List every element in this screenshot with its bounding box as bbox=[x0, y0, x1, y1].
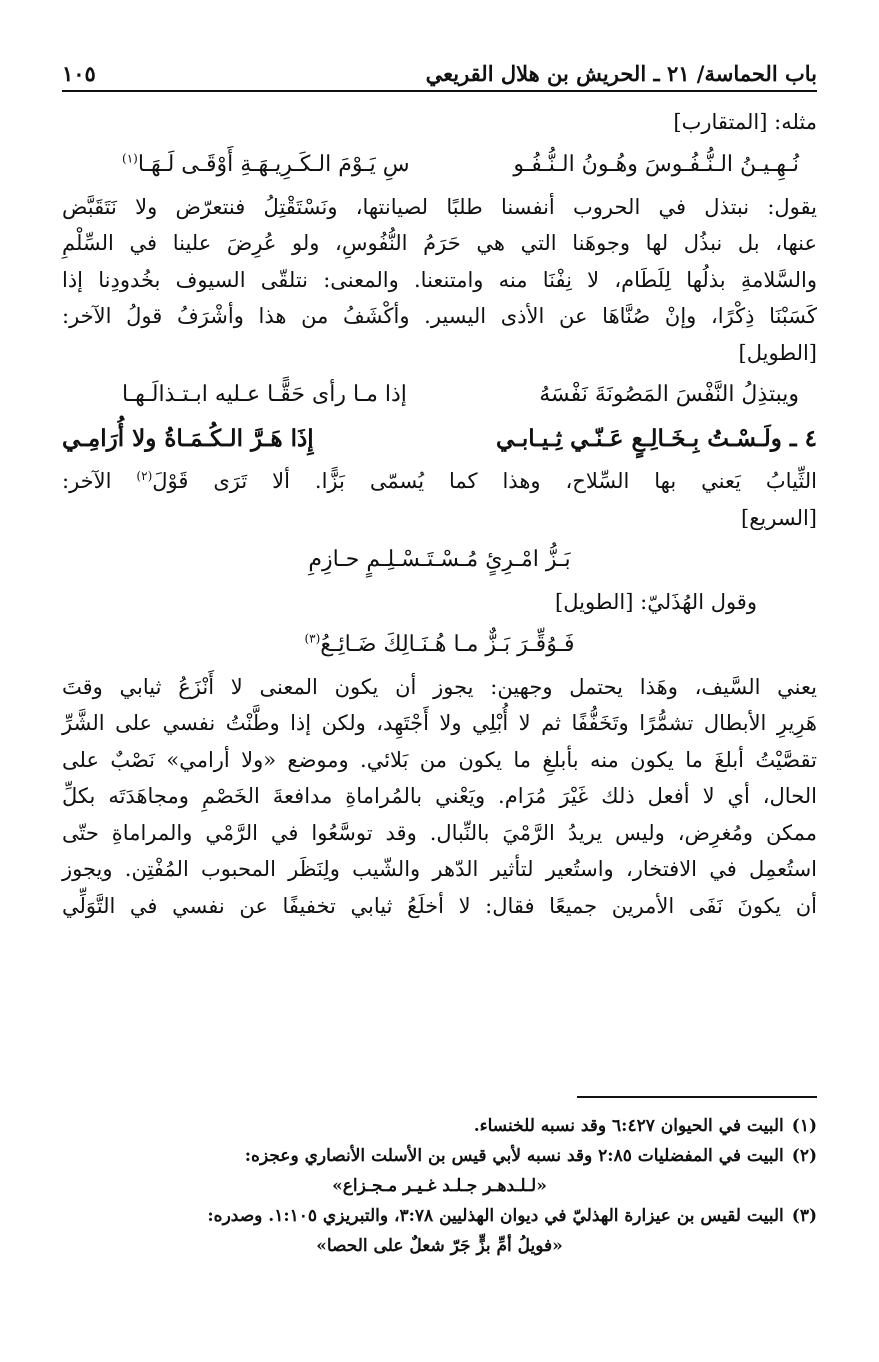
footnote-1 bbox=[62, 1111, 817, 1141]
footnote-number: (٣) bbox=[791, 1206, 817, 1226]
footnote-ref-1[interactable]: (١) bbox=[122, 151, 138, 166]
footnote-text: البيت في الحيوان ٦:٤٢٧ وقد نسبه للخنساء. bbox=[473, 1116, 784, 1136]
verse-1 bbox=[62, 145, 817, 185]
footnote-number: (١) bbox=[791, 1116, 817, 1136]
main-text bbox=[62, 104, 817, 924]
footnote-2-verse: «لـلـدهـر جـلـد غـيـر مـجـزاع» bbox=[332, 1176, 547, 1196]
para-2-line-2: [السريع] bbox=[741, 505, 817, 530]
footnote-2 bbox=[62, 1141, 817, 1171]
verse-3 bbox=[62, 419, 817, 459]
verse-2 bbox=[62, 375, 817, 415]
para-3-line-2: هَرِيرِ الأبطال تشمُّرًا وتَخَفُّفًا ثم لا أُبْلِي ولا أَجْتَهِد، ولكن إذا وطَّنْتُ نفسي على الشَّرِّ bbox=[62, 711, 817, 735]
para-2-line-1: الثِّيابُ يَعني بها السِّلاح، وهذا كما يُسمّى بَزًّا. ألا تَرَى قَوْلَ$^{(٢)}$ الآخر: bbox=[62, 469, 817, 493]
verse-4: بَـزُّ امْـرِئٍ مُـسْـتَـسْـلِـمٍ حـازِمِ bbox=[308, 547, 571, 572]
running-title: باب الحماسة/ ٢١ ـ الحريش بن هلال القريعي bbox=[425, 61, 817, 86]
para-1-line-4: كَسَبْنَا ذِكْرًا، وإنْ صُنَّاهَا عن الأذى اليسير. وأكْشَفُ من هذا وأشْرَفُ قولُ الآخر: bbox=[62, 304, 817, 328]
para-3-line-6: استُعمِل في الافتخار، واستُعير لتأثير الدّهر والشّيب ولِنَظَر المحبوب المُفْتِن. ويجوز bbox=[62, 857, 817, 881]
footnote-3 bbox=[62, 1201, 817, 1231]
footnote-text: البيت لقيس بن عيزارة الهذليّ في ديوان الهذليين ٣:٧٨، والتبريزي ١:١٠٥. وصدره: bbox=[207, 1206, 784, 1226]
para-1-line-5: [الطويل] bbox=[738, 340, 817, 365]
verse-3-hemistich-b: إِذَا هَـرَّ الـكُـمَـاةُ ولا أُرَامِـي bbox=[62, 425, 314, 452]
para-3-line-3: تقصَّيْتُ أبلغَ ما يكون منه بأبلغِ ما يكون من بَلائي. وموضع «ولا أرامي» نَصْبٌ على bbox=[62, 747, 817, 772]
footnotes bbox=[62, 1111, 817, 1261]
para-3-line-4: الحال، أي لا أفعل ذلك غَيْرَ مُرَام. ويَعْني بالمُراماةِ مدافعةَ الخَصْمِ ومجاهَدَتَه بكلِّ bbox=[62, 784, 817, 808]
para-3-line-7: أن يكونَ نَفَى الأمرين جميعًا فقال: لا أخلَعُ ثيابي تخفيفًا عن نفسي في التَّوَلِّي bbox=[62, 893, 817, 918]
verse-1-hemistich-a: نُـهِـيـنُ الـنُّـفُـوسَ وهُـونُ الـنُّـفُـو bbox=[513, 151, 799, 177]
para-1-line-2: عنها، بل نبذُل لها وجوهَنا التي هي حَرَمُ النُّفُوسِ، ولو عُرِضَ علينا في السِّلْمِ bbox=[62, 231, 817, 255]
footnote-ref-2[interactable]: (٢) bbox=[136, 469, 153, 483]
page-header bbox=[62, 52, 817, 92]
page-number: ١٠٥ bbox=[62, 61, 96, 86]
hudhali-line: وقول الهُذَليّ: [الطويل] bbox=[555, 590, 757, 614]
footnote-number: (٢) bbox=[791, 1146, 817, 1166]
intro-line: مثله: [المتقارب] bbox=[673, 110, 817, 134]
verse-1-hemistich-b: سِ يَـوْمَ الـكَـرِيـهَـةِ أَوْقَـى لَـهَـا$^{(١)}$ bbox=[122, 151, 410, 177]
para-1-line-1: يقول: نبتذل في الحروب أنفسنا طلبًا لصيانتها، ونَسْتَقْتِلُ فنتعرّض ولا نَتَقَبَّض bbox=[62, 194, 817, 219]
para-3-line-5: ممكن ومُغرِض، وليس يريدُ الرَّمْيَ بالنِّبال. وقد توسَّعُوا في الرَّمْي والمراماةِ حتّى bbox=[62, 820, 817, 845]
verse-3-hemistich-a: ٤ ـ ولَـسْـتُ بِـخَـالِـعٍ عَـنّـي ثِـيـابـي bbox=[496, 425, 817, 452]
footnote-divider bbox=[577, 1096, 817, 1098]
verse-2-hemistich-a: ويبتذِلُ النَّفْسَ المَصُونَةَ نَفْسَهُ bbox=[539, 382, 799, 407]
verse-5: فَـوُقِّـرَ بَـزٌّ مـا هُـنَـالِكَ ضَـائِـعُ$^{(٣)}$ bbox=[304, 631, 575, 657]
para-1-line-3: والسَّلامةِ بذلُها لِلَطَام، لا نِفْنَا منه وامتنعنا. والمعنى: نتلقّى السيوف بخُدودِنا إذا bbox=[62, 267, 817, 292]
para-3-line-1: يعني السَّيف، وهَذا يحتمل وجهين: يجوز أن يكون المعنى لا أَنْزَعُ ثيابي وقتَ bbox=[62, 674, 817, 699]
footnote-ref-3[interactable]: (٣) bbox=[304, 631, 321, 646]
verse-2-hemistich-b: إذا مـا رأى حَقًّـا عـليه ابـتـذالَـهـا bbox=[122, 382, 407, 407]
footnote-3-verse: «فويلُ أمِّ بزٍّ جَرّ شعلٌ على الحصا» bbox=[316, 1236, 563, 1256]
footnote-text: البيت في المفضليات ٢:٨٥ وقد نسبه لأبي قيس بن الأسلت الأنصاري وعجزه: bbox=[244, 1146, 784, 1166]
